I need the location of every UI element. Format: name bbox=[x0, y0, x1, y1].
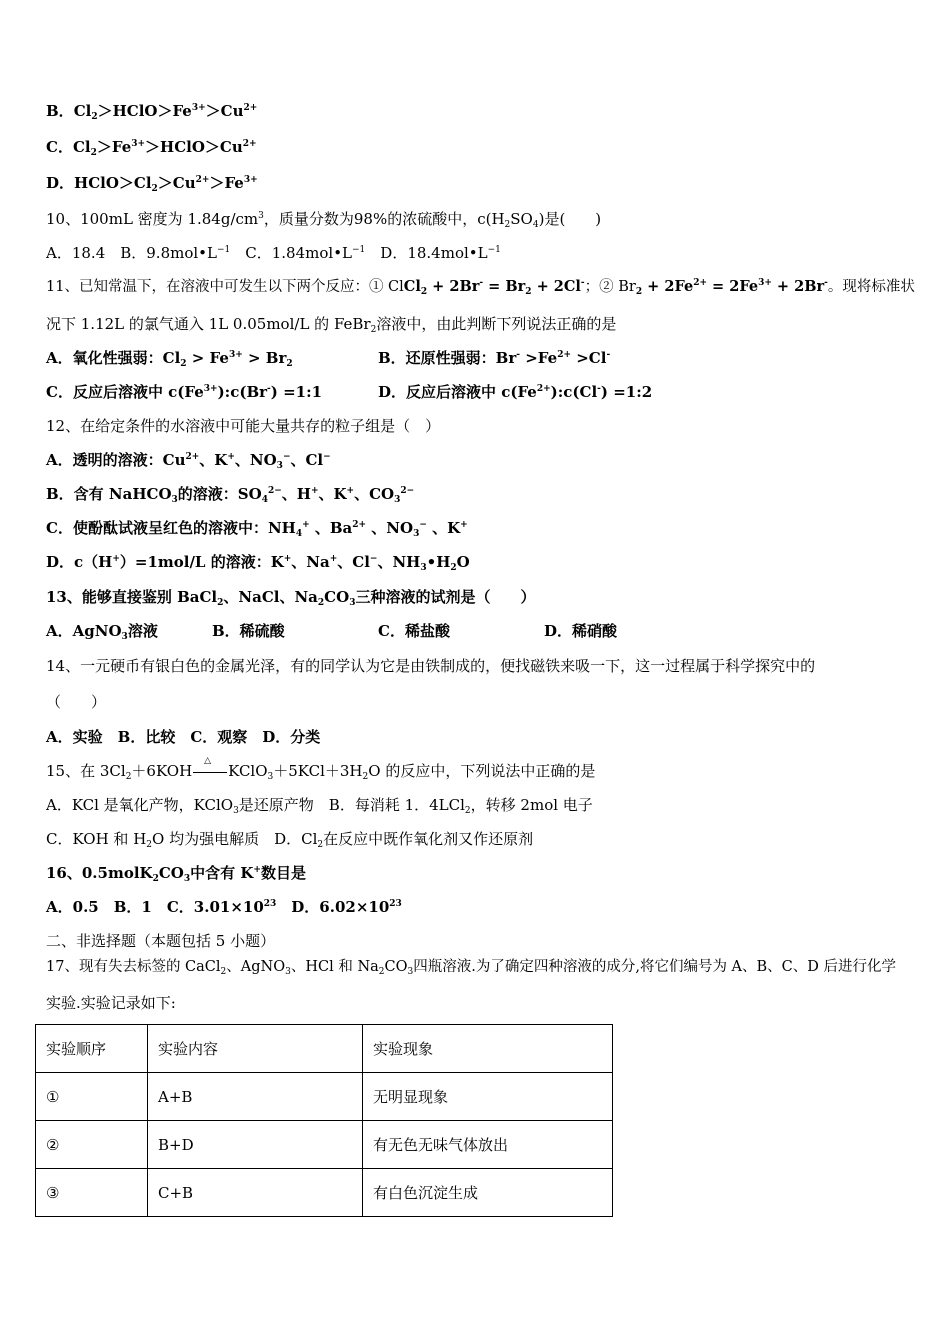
q17-stem-line1: 17、现有失去标签的 CaCl$_2$、AgNO$_3$、HCl 和 $Na_2CO_3$四瓶溶液.为了确定四种溶液的成分,将它们编号为 A、B、C、D 后进行化学 bbox=[46, 959, 897, 977]
table-cell: B+D bbox=[148, 1121, 363, 1169]
q9-option-b: B．$Cl_2>HClO>Fe^{3+}>Cu^{2+}$ bbox=[46, 102, 258, 122]
q16-options: A．0.5 B．1 C．$3.01\times 10^{23}$ D．$6.02\times 10^{23}$ bbox=[46, 898, 402, 916]
q13-option-c: C．稀盐酸 bbox=[378, 622, 450, 640]
q11-option-c: C．反应后溶液中 $c(Fe^{3+}):c(Br^-)$ =1:1 bbox=[46, 383, 323, 401]
table-row bbox=[36, 1121, 613, 1169]
section-heading: 二、非选择题（本题包括 5 小题） bbox=[46, 932, 276, 950]
q14-options: A．实验 B．比较 C．观察 D．分类 bbox=[46, 728, 321, 746]
q10-options: A．18.4 B．$9.8mol•L^{-1}$ C．$1.84mol•L^{-1}$ D．$18.4mol•L^{-1}$ bbox=[46, 244, 501, 262]
table-header-cell: 实验现象 bbox=[363, 1025, 613, 1073]
q13-option-a: A．AgNO$_3$溶液 bbox=[46, 622, 158, 642]
experiment-table bbox=[35, 1024, 613, 1217]
q14-stem-line2: （ ） bbox=[46, 693, 107, 711]
q15-stem: 15、在 $3Cl_2+6KOH$ △ $KClO_3+5KCl+3H_2O$ 的反应中，下列说法中正确的是 bbox=[46, 761, 595, 781]
table-cell: C+B bbox=[148, 1169, 363, 1217]
table-cell: ③ bbox=[36, 1169, 148, 1217]
table-cell: A+B bbox=[148, 1073, 363, 1121]
q13-option-b: B．稀硫酸 bbox=[212, 622, 285, 640]
q13-stem: 13、能够直接鉴别 BaCl$_2$、NaCl、$Na_2CO_3$三种溶液的试剂是（ ） bbox=[46, 588, 536, 608]
q15-options-ab: A．KCl 是氧化产物，KClO$_3$是还原产物 B．每消耗 1．4LCl$_2$，转移 2mol 电子 bbox=[46, 796, 593, 816]
q12-option-c: C．使酚酞试液呈红色的溶液中：$NH_4^+$ 、$Ba^{2+}$ 、$NO_3^-$ 、K+ bbox=[46, 519, 468, 539]
q14-stem-line1: 14、一元硬币有银白色的金属光泽，有的同学认为它是由铁制成的，便找磁铁来吸一下，这一过程属于科学探究中的 bbox=[46, 657, 816, 675]
table-cell: ① bbox=[36, 1073, 148, 1121]
table-cell: ② bbox=[36, 1121, 148, 1169]
q13-option-d: D．稀硝酸 bbox=[544, 622, 618, 640]
table-header-cell: 实验内容 bbox=[148, 1025, 363, 1073]
table-header-row bbox=[36, 1025, 613, 1073]
q12-option-a: A．透明的溶液：$Cu^{2+}$、K+、$NO_3^-$、Cl− bbox=[46, 451, 331, 471]
table-cell: 无明显现象 bbox=[363, 1073, 613, 1121]
q12-option-d: D．c（H+）=1mol/L 的溶液：K+、Na+、Cl−、$NH_3•H_2O$ bbox=[46, 553, 470, 573]
q9-option-d: D．$HClO>Cl_2>Cu^{2+}>Fe^{3+}$ bbox=[46, 174, 258, 194]
table-header-cell: 实验顺序 bbox=[36, 1025, 148, 1073]
q11-option-a: A．氧化性强弱：$Cl_2 > Fe^{3+} > Br_2$ bbox=[46, 349, 293, 369]
q9-option-c: C．$Cl_2>Fe^{3+}>HClO>Cu^{2+}$ bbox=[46, 138, 257, 158]
table-row bbox=[36, 1073, 613, 1121]
q15-options-cd: C．KOH 和 $H_2O$ 均为强电解质 D．$Cl_2$在反应中既作氧化剂又作还原剂 bbox=[46, 830, 534, 850]
q11-option-b: B．还原性强弱：$Br^- >Fe^{2+} >Cl^-$ bbox=[378, 349, 611, 367]
table-cell: 有无色无味气体放出 bbox=[363, 1121, 613, 1169]
table-cell: 有白色沉淀生成 bbox=[363, 1169, 613, 1217]
q11-stem-line1: 11、已知常温下，在溶液中可发生以下两个反应：① ClCl$_2$ + $2Br^- = Br_2 + 2Cl^-$；② $Br_2 + 2Fe^{2+} = 2Fe^{3+} + 2Br^-$。现将标准状 bbox=[46, 278, 915, 297]
q17-stem-line2: 实验.实验记录如下: bbox=[46, 994, 176, 1012]
reaction-condition-arrow bbox=[192, 756, 228, 781]
q12-option-b: B．含有 NaHCO$_3$的溶液：$SO_4^{2-}$、H+、K+、$CO_3^{2-}$ bbox=[46, 485, 415, 505]
q10-stem: 10、100mL 密度为 $1.84g/cm^3$，质量分数为98%的浓硫酸中，$c(H_2SO_4)$是( ) bbox=[46, 210, 602, 230]
q11-option-d: D．反应后溶液中 $c(Fe^{2+}):c(Cl^-)$ =1:2 bbox=[378, 383, 653, 401]
q11-stem-line2: 况下 1.12L 的氯气通入 1L 0.05mol/L 的 FeBr$_2$溶液中，由此判断下列说法正确的是 bbox=[46, 315, 617, 335]
q16-stem: 16、$0.5molK_2CO_3$中含有 K+数目是 bbox=[46, 864, 306, 884]
heat-triangle: △ bbox=[204, 756, 212, 766]
q12-stem: 12、在给定条件的水溶液中可能大量共存的粒子组是（ ） bbox=[46, 417, 441, 435]
table-row bbox=[36, 1169, 613, 1217]
